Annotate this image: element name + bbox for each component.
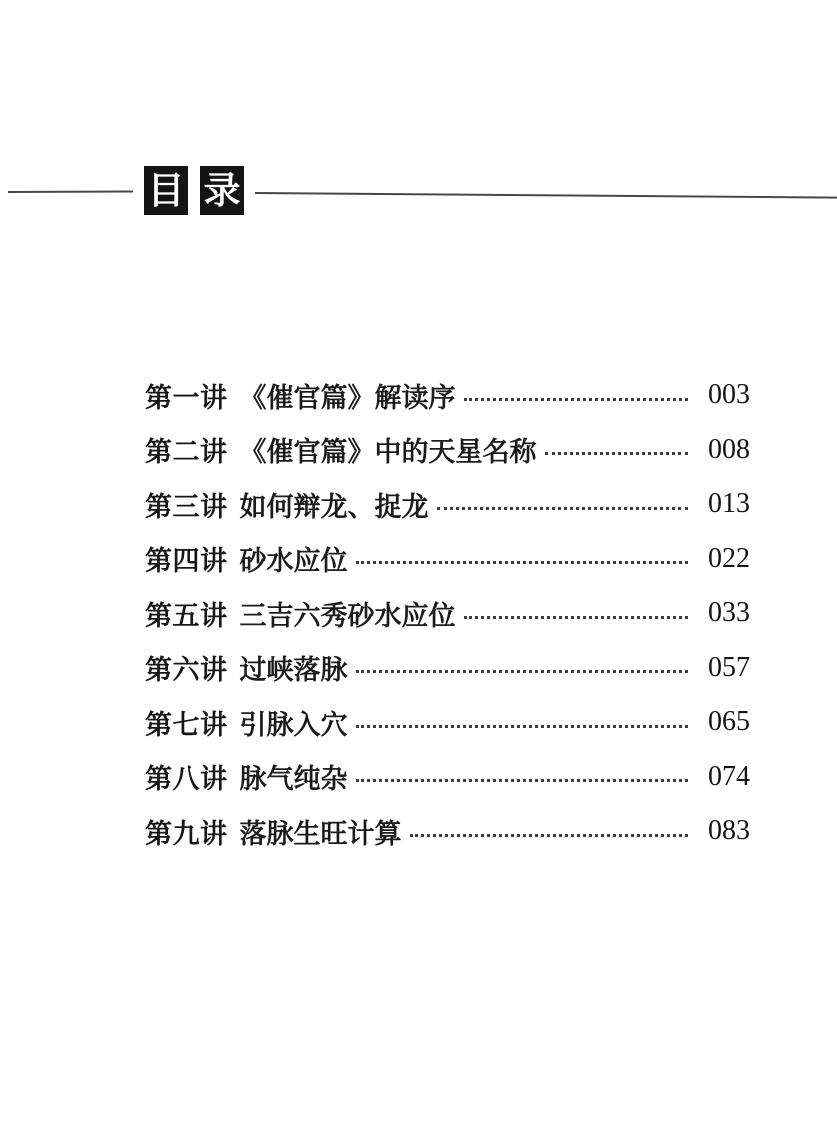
- toc-entry: [145, 695, 750, 750]
- chapter-label: 第四讲: [145, 546, 228, 578]
- page-number: 057: [708, 651, 750, 683]
- chapter-label: 第七讲: [145, 709, 228, 741]
- page-number: 003: [708, 379, 750, 411]
- header-rule-left: [8, 190, 133, 193]
- toc-entry: [145, 368, 750, 423]
- chapter-title: 《催官篇》解读序: [239, 382, 456, 413]
- page-number: 033: [708, 597, 750, 629]
- toc-title-char-box-1: [144, 166, 188, 215]
- toc-entry: [145, 750, 750, 805]
- toc-list: [145, 368, 750, 859]
- page-number: 065: [708, 706, 750, 738]
- chapter-title: 过峡落脉: [239, 655, 348, 686]
- chapter-label: 第六讲: [145, 655, 228, 687]
- page-number: 008: [708, 433, 750, 465]
- toc-entry: [145, 423, 750, 478]
- chapter-label: 第五讲: [145, 600, 228, 632]
- chapter-label: 第九讲: [145, 818, 228, 850]
- page-number: 074: [708, 760, 750, 792]
- toc-entry: [145, 477, 750, 532]
- chapter-label: 第一讲: [145, 382, 228, 414]
- toc-entry: [145, 532, 750, 587]
- toc-title-char-box-2: [200, 166, 244, 215]
- dot-leader: [356, 725, 689, 728]
- toc-entry: [145, 804, 750, 859]
- toc-header: [0, 0, 837, 240]
- dot-leader: [437, 507, 689, 510]
- chapter-title: 如何辩龙、捉龙: [239, 491, 429, 522]
- chapter-title: 脉气纯杂: [239, 764, 348, 795]
- chapter-title: 《催官篇》中的天星名称: [239, 437, 537, 468]
- dot-leader: [356, 779, 689, 782]
- chapter-label: 第八讲: [145, 764, 228, 796]
- chapter-label: 第二讲: [145, 437, 228, 469]
- chapter-label: 第三讲: [145, 491, 228, 523]
- dot-leader: [464, 616, 689, 619]
- toc-title-char-2: 录: [203, 169, 241, 212]
- page-number: 022: [708, 542, 750, 574]
- page-number: 083: [708, 815, 750, 847]
- dot-leader: [356, 670, 689, 673]
- chapter-title: 砂水应位: [239, 546, 348, 577]
- toc-entry: [145, 641, 750, 696]
- dot-leader: [545, 452, 689, 455]
- page-number: 013: [708, 488, 750, 520]
- dot-leader: [356, 561, 689, 564]
- chapter-title: 落脉生旺计算: [239, 818, 402, 849]
- dot-leader: [410, 834, 689, 837]
- toc-entry: [145, 586, 750, 641]
- header-rule-right: [255, 192, 837, 199]
- dot-leader: [464, 398, 689, 401]
- chapter-title: 引脉入穴: [239, 709, 348, 740]
- toc-title-char-1: 目: [147, 169, 185, 212]
- chapter-title: 三吉六秀砂水应位: [239, 600, 456, 631]
